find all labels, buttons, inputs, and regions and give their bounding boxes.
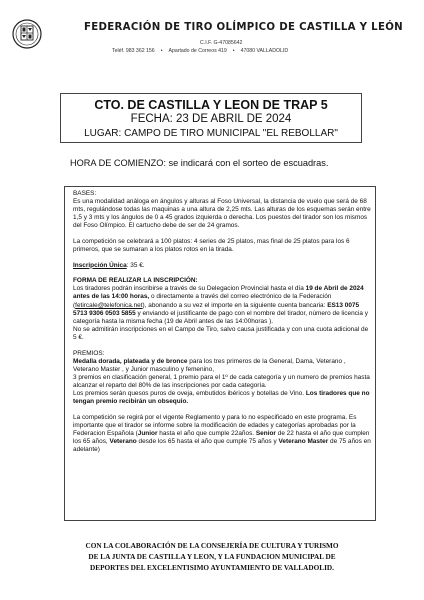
phone: Teléf. 983 362 156 xyxy=(112,48,155,54)
event-title: CTO. DE CASTILLA Y LEON DE TRAP 5 xyxy=(94,98,328,112)
event-date: FECHA: 23 DE ABRIL DE 2024 xyxy=(130,113,292,125)
prizes-medals xyxy=(73,358,371,374)
inscription-fee-amount: : 35 €. xyxy=(126,261,145,269)
how-to-text xyxy=(73,285,371,325)
bank-account: ES13 0075 5713 9306 0503 5855 xyxy=(73,301,360,317)
rules-text-3: de 22 hasta el año que cumplen los 65 años, xyxy=(73,429,370,445)
inscription-fee xyxy=(73,262,371,270)
how-to-text-e: y enviando el justificante de pago con el nombre del tirador, número de licencia y categoría hasta la misma fecha (19 de Abril antes de las 14:00horas ). xyxy=(73,309,368,325)
rules-text-5: de 75 años en adelante) xyxy=(73,437,371,454)
rules-text-4: desde los 65 hasta el año que cumple 75 años y xyxy=(138,437,277,445)
bases-text: Es una modalidad análoga en ángulos y alturas al Foso Universal, la distancia de vuelo que será de 68 mts, regulándose todas las maquinas a una altura de 2,25 mts. Las alturas de los esquemas serán entre 1,5 y 3 mts y los ángulos de 0 a 45 grados izquierda o derecha. Los puestos del tirador son los mismos del Foso Olímpico. El cartucho debe de ser de 24 gramos. xyxy=(73,198,371,230)
category-junior: Junior xyxy=(137,429,158,437)
city: 47080 VALLADOLID xyxy=(240,48,289,54)
prizes-items xyxy=(73,390,371,406)
event-title-box xyxy=(60,93,362,143)
prizes-heading: PREMIOS: xyxy=(73,349,105,357)
category-veterano: Veterano xyxy=(109,437,137,445)
footer-line-2: DE LA JUNTA DE CASTILLA Y LEON, Y LA FUNDACION MUNICIPAL DE xyxy=(88,553,336,561)
category-master: Veterano Master xyxy=(278,437,329,445)
rules-content xyxy=(73,190,371,454)
email-link[interactable]: fetircale@telefonica.net xyxy=(75,301,143,309)
category-senior: Senior xyxy=(255,429,276,437)
how-to-text-a: Los tiradores podrán inscribirse a través de su Delegacion Provincial hasta el día xyxy=(73,285,304,293)
sponsor-footer xyxy=(44,541,380,574)
event-location: LUGAR: CAMPO DE TIRO MUNICIPAL "EL REBOLLAR" xyxy=(84,128,338,139)
contact-line: Teléf. 983 362 156 • Apartado de Correos 419 • 47080 VALLADOLID xyxy=(112,48,289,54)
competition-text: La competición se celebrará a 100 platos: 4 series de 25 platos, mas final de 25 platos para los 6 primeros, que se sumaran a los platos rotos en la tirada. xyxy=(73,237,350,254)
rules-box xyxy=(64,186,376,521)
po-box: Apartado de Correos 419 xyxy=(168,48,227,54)
rules-text-1: La competición se regirá por el vigente Reglamento y para lo no especificado en este programa. Es importante que el tirador se informe sobre la modificación de edades y categorías aprobadas por la Federacion Española ( xyxy=(73,413,357,437)
footer-line-3: DEPORTES DEL EXCELENTISIMO AYUNTAMIENTO DE VALLADOLID. xyxy=(90,564,334,572)
bases-heading: BASES: xyxy=(73,190,97,197)
how-to-text-c: o directamente a través del correo electrónico de la Federación ( xyxy=(73,293,332,309)
how-to-heading: FORMA DE REALIZAR LA INSCRIPCIÓN: xyxy=(73,277,198,285)
inscription-fee-label: Inscripción Única xyxy=(73,261,127,269)
start-time: HORA DE COMIENZO: se indicará con el sorteo de escuadras. xyxy=(70,158,329,168)
medals-bold: Medalla dorada, plateada y de bronce xyxy=(73,357,188,365)
rules-text-2: hasta el año que cumple 22años. xyxy=(159,429,255,437)
footer-line-1: CON LA COLABORACIÓN DE LA CONSEJERÍA DE CULTURA Y TURISMO xyxy=(85,542,339,550)
gift-note: Los tiradores que no tengan premio recibirán un obsequio. xyxy=(73,389,370,406)
prizes-distribution: 3 premios en clasificación general, 1 premio para el 1º de cada categoría y un numero de premios hasta alcanzar el reparto del 80% de las inscripciones por cada categoría. xyxy=(73,373,370,389)
medals-rest: para los tres primeros de la General, Dama, Veterano , Veterano Master , y Junior masculino y femenino, xyxy=(73,357,346,373)
rules-text xyxy=(73,414,371,454)
late-inscription: No se admitirán inscripciones en el Campo de Tiro, salvo causa justificada y con una cuota adicional de 5 €. xyxy=(73,325,369,341)
federation-title: FEDERACIÓN DE TIRO OLÍMPICO DE CASTILLA Y LEÓN xyxy=(84,22,404,33)
cif-number: C.I.F. G-47085642 xyxy=(200,40,243,46)
deadline: 19 de Abril de 2024 antes de las 14:00 horas, xyxy=(73,285,364,301)
prizes-items-text: Los premios serán quesos puros de oveja, embutidos ibéricos y botellas de Vino. xyxy=(73,389,305,397)
how-to-text-d: ), abonando a su vez el importe en la siguiente cuenta bancaria: xyxy=(142,301,326,309)
federation-crest-icon xyxy=(12,18,42,52)
